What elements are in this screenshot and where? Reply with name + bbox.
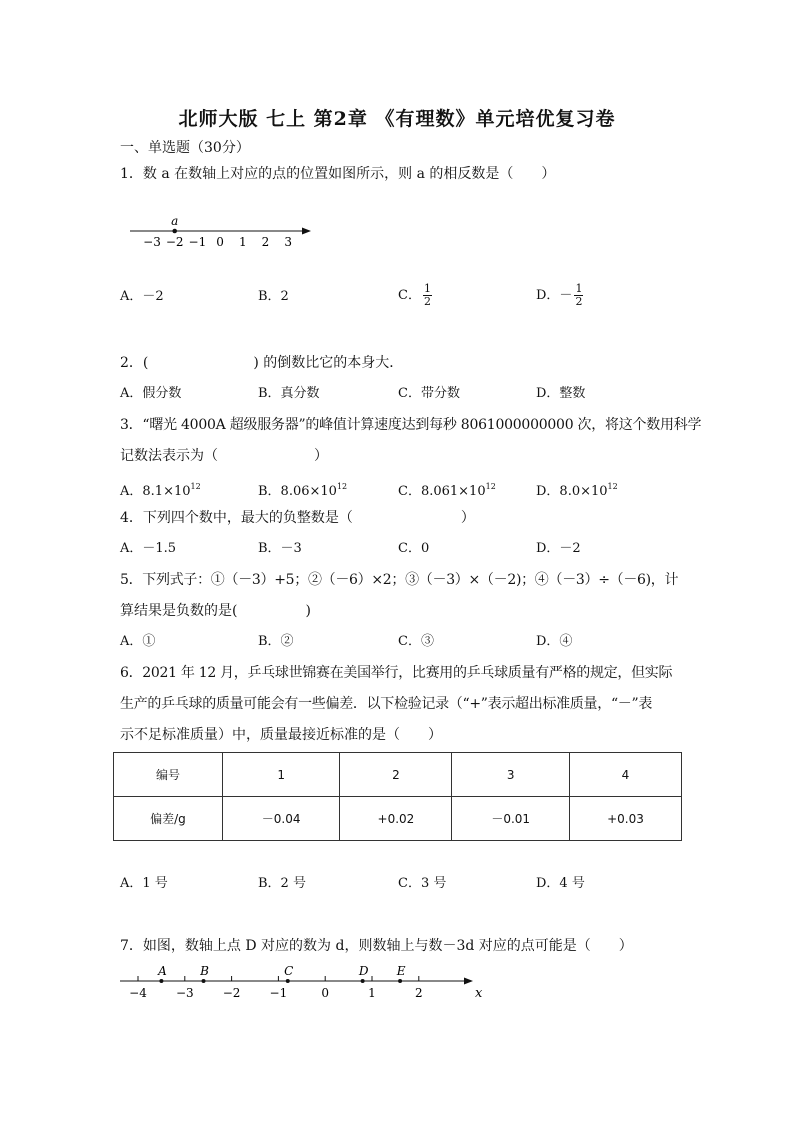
- q1-option-d-prefix: D．－: [536, 288, 573, 303]
- q3-stem-left: 记数法表示为（: [120, 448, 218, 464]
- point-b-marker: [202, 979, 206, 983]
- q4-stem-left: 4．下列四个数中，最大的负整数是（: [120, 510, 353, 526]
- fraction-denominator: 2: [423, 295, 431, 308]
- section-heading: 一、单选题（30分）: [120, 140, 250, 156]
- q5-option-d[interactable]: D．④: [536, 634, 573, 649]
- q1-option-d-fraction: [574, 283, 583, 308]
- q6-option-d[interactable]: D．4 号: [536, 876, 585, 891]
- q6-option-c[interactable]: C．3 号: [398, 876, 447, 891]
- tick-label: 0: [321, 986, 330, 1000]
- x-axis-label: x: [475, 986, 483, 1001]
- table-cell: 偏差/g: [114, 797, 223, 841]
- table-cell: 1: [222, 753, 340, 797]
- q5-stem-right: ): [305, 603, 311, 619]
- table-header-row: [114, 753, 682, 797]
- tick-label: 2: [414, 986, 423, 1000]
- q3-option-d-base: D．8.0×10: [536, 484, 608, 499]
- question-1-stem: 1．数 a 在数轴上对应的点的位置如图所示，则 a 的相反数是（ ）: [120, 166, 556, 182]
- fraction-denominator: 2: [575, 295, 583, 308]
- q4-option-b[interactable]: B．－3: [258, 541, 302, 556]
- q5-option-c[interactable]: C．③: [398, 634, 434, 649]
- tick-label: −1: [269, 986, 288, 1000]
- tick-label: −4: [129, 986, 147, 1000]
- q3-option-b-exponent: 12: [336, 482, 348, 491]
- point-a-marker: [172, 229, 177, 234]
- q3-stem-right: ）: [314, 448, 328, 464]
- q3-option-a-base: A．8.1×10: [120, 484, 191, 499]
- tick-label: −1: [188, 235, 207, 249]
- q4-option-c[interactable]: C．0: [398, 541, 430, 556]
- table-cell: －0.01: [452, 797, 570, 841]
- question-2-stem: [120, 353, 403, 373]
- question-4-stem: [120, 508, 475, 528]
- table-row: [114, 797, 682, 841]
- point-c-label: C: [284, 964, 294, 978]
- table-cell: －0.04: [222, 797, 340, 841]
- q4-option-a[interactable]: A．－1.5: [120, 541, 177, 556]
- point-e-label: E: [396, 964, 406, 978]
- question-7-number-line: [115, 960, 495, 1005]
- q3-option-c-exponent: 12: [485, 482, 496, 491]
- q3-option-d[interactable]: [536, 477, 618, 502]
- q2-option-d[interactable]: D．整数: [536, 386, 586, 401]
- tick-label: 3: [284, 235, 293, 249]
- tick-label: 1: [238, 235, 247, 249]
- table-cell: 4: [569, 753, 681, 797]
- table-cell: +0.03: [569, 797, 681, 841]
- q5-stem-left: 算结果是负数的是(: [120, 603, 238, 619]
- question-5-stem-line2: [120, 601, 311, 621]
- question-3-stem-line2: [120, 446, 328, 466]
- q2-stem-left: 2．(: [120, 355, 149, 371]
- q1-option-c-fraction: [423, 283, 432, 308]
- question-1-number-line: [125, 208, 320, 250]
- point-d-label: D: [358, 964, 369, 978]
- q5-option-a[interactable]: A．①: [120, 634, 156, 649]
- q3-option-a-exponent: 12: [190, 482, 201, 491]
- q3-option-b-base: B．8.06×10: [258, 484, 337, 499]
- fraction-numerator: 1: [575, 282, 583, 295]
- table-cell: 编号: [114, 753, 223, 797]
- question-6-stem-line2: 生产的乒乓球的质量可能会有一些偏差．以下检验记录（“+”表示超出标准质量，“－”表: [120, 696, 653, 712]
- q3-option-d-exponent: 12: [607, 482, 618, 491]
- page-title: 北师大版 七上 第2章 《有理数》单元培优复习卷: [178, 108, 616, 130]
- point-a-label: A: [158, 964, 167, 978]
- tick-label: 0: [216, 235, 224, 249]
- q5-option-b[interactable]: B．②: [258, 634, 294, 649]
- q6-option-b[interactable]: B．2 号: [258, 876, 306, 891]
- fraction-numerator: 1: [423, 282, 431, 295]
- deviation-table: [113, 752, 682, 841]
- point-c-marker: [286, 979, 290, 983]
- tick-label: −2: [222, 986, 241, 1000]
- q6-option-a[interactable]: A．1 号: [120, 876, 168, 891]
- question-5-stem-line1: 5．下列式子：①（－3）+5；②（－6）×2；③（－3）×（－2)；④（－3）÷（－6)，计: [120, 572, 679, 588]
- q1-option-a[interactable]: A．－2: [120, 289, 164, 304]
- q4-stem-right: ）: [460, 510, 475, 526]
- tick-label: 2: [261, 235, 270, 249]
- q1-option-b[interactable]: B．2: [258, 289, 289, 304]
- question-3-stem-line1: 3．“曙光 4000A 超级服务器”的峰值计算速度达到每秒 8061000000000 次，将这个数用科学: [120, 417, 702, 433]
- q1-option-c-prefix: C．: [398, 288, 421, 303]
- point-b-label: B: [200, 964, 209, 978]
- tick-label: −3: [143, 235, 161, 249]
- point-a-marker: [159, 979, 163, 983]
- q1-option-c[interactable]: [398, 283, 432, 308]
- tick-label: −2: [165, 235, 184, 249]
- tick-label: 1: [368, 986, 376, 1000]
- q2-option-a[interactable]: A．假分数: [120, 386, 182, 401]
- table-cell: 3: [452, 753, 570, 797]
- q1-option-d[interactable]: [536, 283, 583, 308]
- question-7-stem: 7．如图，数轴上点 D 对应的数为 d，则数轴上与数－3d 对应的点可能是（ ）: [120, 938, 633, 954]
- q4-option-d[interactable]: D．－2: [536, 541, 581, 556]
- point-a-label: a: [171, 214, 179, 228]
- q2-option-c[interactable]: C．带分数: [398, 386, 460, 401]
- tick-label: −3: [175, 986, 194, 1000]
- q2-option-b[interactable]: B．真分数: [258, 386, 320, 401]
- point-e-marker: [398, 979, 402, 983]
- q3-option-b[interactable]: [258, 477, 347, 502]
- q3-option-c[interactable]: [398, 477, 496, 502]
- table-cell: +0.02: [340, 797, 452, 841]
- question-6-stem-line1: 6．2021 年 12 月，乒乓球世锦赛在美国举行，比赛用的乒乓球质量有严格的规定，但实际: [120, 665, 673, 681]
- question-6-stem-line3: 示不足标准质量）中，质量最接近标准的是（ ）: [120, 727, 442, 743]
- q3-option-a[interactable]: [120, 477, 201, 502]
- q3-option-c-base: C．8.061×10: [398, 484, 486, 499]
- table-cell: 2: [340, 753, 452, 797]
- q2-stem-right: ) 的倒数比它的本身大．: [253, 355, 404, 371]
- point-d-marker: [361, 979, 365, 983]
